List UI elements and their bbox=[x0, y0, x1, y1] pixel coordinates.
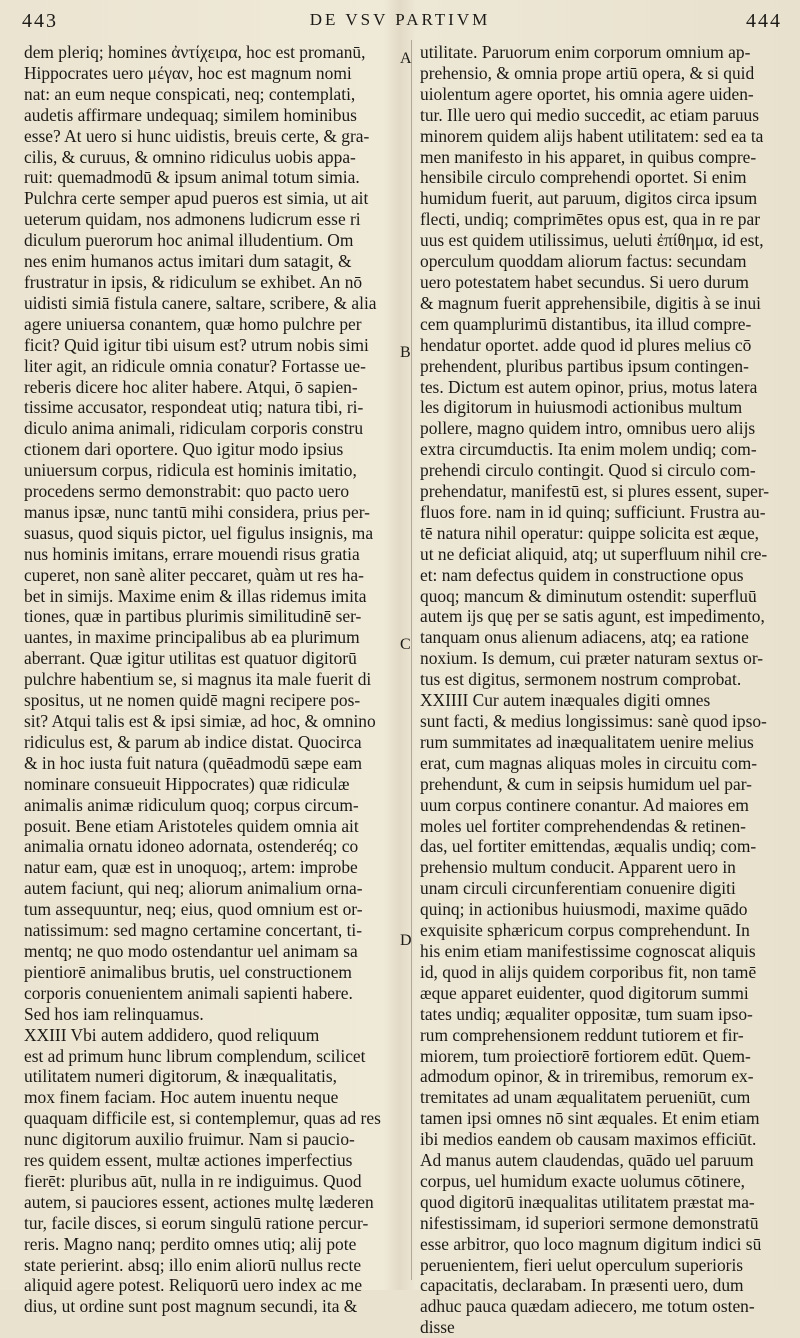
column-divider bbox=[411, 40, 412, 1280]
page-header bbox=[0, 6, 800, 40]
right-column-line: hendatur oportet. adde quod id plures melius cō bbox=[420, 334, 752, 355]
left-column-line: tissime accusator, respondeat utiq; natura tibi, ri- bbox=[24, 397, 364, 418]
left-column-line: autem, si pauciores essent, actiones multę læderen bbox=[24, 1191, 374, 1212]
left-column-line: est ad primum hunc librum complendum, scilicet bbox=[24, 1045, 366, 1066]
left-text-column bbox=[24, 42, 402, 1317]
left-column-line: ridiculus est, & parum ab indice distat. Quocirca bbox=[24, 731, 362, 752]
right-column-line: moles uel fortiter comprehendendas & retinen- bbox=[420, 815, 746, 836]
right-column-line: tus est digitus, sermonem nostrum comprobat. bbox=[420, 669, 742, 690]
right-column-line: tes. Dictum est autem opinor, prius, motus latera bbox=[420, 376, 758, 397]
left-column-line: Hippocrates uero μέγαν, hoc est magnum nomi bbox=[24, 62, 352, 83]
left-column-line: nominare consueuit Hippocrates) quæ ridiculæ bbox=[24, 773, 350, 794]
right-column-line: his enim etiam manifestissime cognoscat aliquis bbox=[420, 940, 756, 961]
running-title: DE VSV PARTIVM bbox=[309, 10, 491, 29]
right-column-line: tanquam onus alienum adiacens, atq; ea ratione bbox=[420, 627, 749, 648]
left-column-line: XXIII Vbi autem addidero, quod reliquum bbox=[24, 1024, 320, 1045]
right-column-line: uum corpus continere conantur. Ad maiores em bbox=[420, 794, 749, 815]
right-column-line: corpus, uel humidum exacte uolumus cōtinere, bbox=[420, 1170, 746, 1191]
right-column-line: Ad manus autem claudendas, quādo uel paruum bbox=[420, 1150, 754, 1171]
right-column-line: minorem quidem alijs habent utilitatem: sed ea ta bbox=[420, 125, 764, 146]
left-column-line: posuit. Bene etiam Aristoteles quidem omnia ait bbox=[24, 815, 359, 836]
left-column-line: natissimum: sed magno certamine concertant, ti- bbox=[24, 920, 363, 941]
right-column-line: quinq; in actionibus huiusmodi, maxime quādo bbox=[420, 899, 748, 920]
right-column-line: das, uel fortiter emittendas, æqualis undiq; com- bbox=[420, 836, 757, 857]
left-column-line: reberis dicere hoc aliter habere. Atqui, ō sapien- bbox=[24, 376, 358, 397]
left-column-line: diculum puerorum hoc animal illudentium. Om bbox=[24, 230, 354, 251]
right-column-line: noxium. Is demum, cui præter naturam sextus or- bbox=[420, 648, 764, 669]
left-column-line: mox finem faciam. Hoc autem inuentu neque bbox=[24, 1087, 339, 1108]
left-column-line: cilis, & curuus, & omnino ridiculus uobis appa- bbox=[24, 146, 356, 167]
margin-letter-c: C bbox=[400, 636, 411, 653]
right-column-line: exquisite sphæricum corpus comprehendunt. In bbox=[420, 920, 750, 941]
right-text-column bbox=[420, 42, 790, 1338]
right-column-line: tur. Ille uero qui medio succedit, ac etiam paruus bbox=[420, 104, 760, 125]
right-column-line: prehendunt, & cum in seipsis humidum uel par- bbox=[420, 773, 752, 794]
page-number-right: 444 bbox=[746, 10, 782, 32]
left-column-line: procedens sermo demonstrabit: quo pacto uero bbox=[24, 481, 350, 502]
left-column-line: nat: an eum neque conspicati, neq; contemplati, bbox=[24, 83, 356, 104]
left-column-line: state perierint. absq; illo enim aliorū nullus recte bbox=[24, 1254, 362, 1275]
right-column-line: nifestissimam, id superiori sermone demonstratū bbox=[420, 1212, 759, 1233]
right-column-line: uus est quidem utilissimus, ueluti ἐπίθημα, id est, bbox=[420, 230, 764, 251]
right-column-line: rum comprehensionem reddunt tutiorem et fir- bbox=[420, 1024, 744, 1045]
right-column-line: utilitate. Paruorum enim corporum omnium ap- bbox=[420, 42, 751, 62]
right-column-line: uiolentum agere oportet, his omnia agere uiden- bbox=[420, 83, 754, 104]
right-column-line: tates undiq; æqualiter oppositæ, tum suam ipso- bbox=[420, 1003, 753, 1024]
left-column-line: uniuersum corpus, ridicula est hominis imitatio, bbox=[24, 460, 357, 481]
left-column-line: liter agit, an ridicule omnia conatur? Fortasse ue- bbox=[24, 355, 366, 376]
right-column-line: operculum quoddam aliorum factus: secundam bbox=[420, 251, 747, 272]
right-column-line: prehensio, & omnia prope artiū opera, & si quid bbox=[420, 62, 755, 83]
left-column-line: tum assequuntur, neq; eius, quod omnium est or- bbox=[24, 899, 363, 920]
left-column-line: Pulchra certe semper apud pueros est simia, ut ait bbox=[24, 188, 369, 209]
right-column-line: fluos fore. nam in id quinq; sufficiunt. Frustra au- bbox=[420, 501, 766, 522]
left-column-line: dem pleriq; homines ἀντίχειρα, hoc est promanū, bbox=[24, 42, 366, 62]
right-column-line: pollere, magno quidem intro, omnibus uero alijs bbox=[420, 418, 756, 439]
right-column-line: cem quamplurimū distantibus, ita illud compre- bbox=[420, 313, 752, 334]
left-column-line: corporis conuenientem animali sapienti habere. bbox=[24, 982, 353, 1003]
right-column-line: peruenientem, fieri uelut operculum superioris bbox=[420, 1254, 744, 1275]
left-column-line: bet in simijs. Maxime enim & illas ridemus imita bbox=[24, 585, 367, 606]
left-column-line: Sed hos iam relinquamus. bbox=[24, 1003, 204, 1024]
right-column-line: prehendi circulo contingit. Quod si circulo com- bbox=[420, 460, 756, 481]
left-column-line: & in hoc iusta fuit natura (quēadmodū sæpe eam bbox=[24, 752, 363, 773]
left-column-line: diculo anima animali, ridiculam corporis constru bbox=[24, 418, 364, 439]
right-column-line: miorem, tum proiectiorē fortiorem edūt. Quem- bbox=[420, 1045, 751, 1066]
left-column-line: ruit: quemadmodū & ipsum animal totum simia. bbox=[24, 167, 360, 188]
right-column-line: XXIIII Cur autem inæquales digiti omnes bbox=[420, 690, 711, 711]
right-column-line: les digitorum in huiusmodi actionibus multum bbox=[420, 397, 743, 418]
right-column-line: admodum opinor, & in triremibus, remorum ex- bbox=[420, 1066, 754, 1087]
left-column-line: agere uniuersa conantem, quæ homo pulchre per bbox=[24, 313, 362, 334]
left-column-line: mentq; ne quo modo ostendantur uel animam sa bbox=[24, 940, 358, 961]
left-column-line: ueterum quidam, nos admonens ludicrum esse ri bbox=[24, 209, 361, 230]
right-column-line: erat, cum magnas aliquas moles in circuitu com- bbox=[420, 752, 758, 773]
left-column-line: fierēt: pluribus aūt, nulla in re indiguimus. Quod bbox=[24, 1170, 362, 1191]
right-column-line: uero potestatem habet secundus. Si uero durum bbox=[420, 271, 749, 292]
left-column-line: aberrant. Quæ igitur utilitas est quatuor digitorū bbox=[24, 648, 357, 669]
right-column-line: unam circuli circunferentiam conuenire digiti bbox=[420, 878, 736, 899]
left-column-line: utilitatem numeri digitorum, & inæqualitatis, bbox=[24, 1066, 337, 1087]
left-column-line: nus hominis imitans, errare mouendi risus gratia bbox=[24, 543, 360, 564]
left-column-line: esse? At uero si hunc uidistis, breuis certe, & gra- bbox=[24, 125, 370, 146]
right-column-line: men manifesto in his apparet, in quibus compre- bbox=[420, 146, 757, 167]
margin-letter-b: B bbox=[400, 344, 411, 361]
left-column-line: sit? Atqui talis est & ipsi simiæ, ad hoc, & omnino bbox=[24, 711, 376, 731]
right-column-line: tē natura nihil operatur: quippe solicita est æque, bbox=[420, 522, 760, 543]
right-column-line: æque apparet euidenter, quod digitorum summi bbox=[420, 982, 749, 1003]
right-column-line: extra circumductis. Ita enim molem undiq; com- bbox=[420, 439, 757, 460]
right-column-line: prehendatur, manifestū est, si plures essent, super- bbox=[420, 481, 770, 502]
right-column-line: adhuc pauca quædam adiecero, me totum osten- bbox=[420, 1296, 755, 1317]
left-column-line: autem faciunt, qui neq; aliorum animalium orna- bbox=[24, 878, 363, 899]
right-column-line: ibi medios eandem ob causam maximos efficiūt. bbox=[420, 1129, 757, 1150]
left-column-line: uantes, in maxime principalibus ab ea plurimum bbox=[24, 627, 360, 648]
left-column-line: audetis affirmare undequaq; similem hominibus bbox=[24, 104, 357, 125]
right-column-line: hensibile circulo comprehendi oportet. Si enim bbox=[420, 167, 747, 188]
left-column-line: natur eam, quæ est in unoquoq;, artem: improbe bbox=[24, 857, 358, 878]
right-column-line: tremitates ad unam æqualitatem perueniūt, cum bbox=[420, 1087, 751, 1108]
left-column-line: frustratur in ipsis, & ridiculum se exhibet. An nō bbox=[24, 271, 363, 292]
right-column-line: prehensio multum conducit. Apparent uero in bbox=[420, 857, 736, 878]
left-column-line: pulchre habentium se, si magnus ita male fuerit di bbox=[24, 669, 372, 690]
right-column-line: disse bbox=[420, 1317, 455, 1338]
right-column-line: tamen ipsi omnes nō sint æquales. Et enim etiam bbox=[420, 1108, 760, 1129]
left-column-line: nunc digitorum auxilio fruimur. Nam si paucio- bbox=[24, 1129, 355, 1150]
left-column-line: dius, ut ordine sunt post magnum secundi, ita & bbox=[24, 1296, 358, 1317]
left-column-line: tiones, quæ in partibus plurimis similitudinē ser- bbox=[24, 606, 362, 627]
right-column-line: prehendent, pluribus partibus ipsum contingen- bbox=[420, 355, 749, 376]
left-column-line: ficit? Quid igitur tibi uisum est? utrum nobis simi bbox=[24, 334, 369, 355]
right-column-line: capacitatis, declarabam. In præsenti uero, dum bbox=[420, 1275, 744, 1296]
right-column-line: rum summitates ad inæqualitatem uenire melius bbox=[420, 731, 754, 752]
right-column-line: quod digitorū inæqualitas utilitatem præstat ma- bbox=[420, 1191, 755, 1212]
left-column-line: cuperet, non sanè aliter peccaret, quàm ut res ha- bbox=[24, 564, 364, 585]
right-column-line: humidum fuerit, aut paruum, digitos circa ipsum bbox=[420, 188, 758, 209]
left-column-line: res quidem essent, multæ actiones imperfectius bbox=[24, 1150, 353, 1171]
right-column-line: esse arbitror, quo loco magnum digitum indici sū bbox=[420, 1233, 762, 1254]
page-number-left: 443 bbox=[22, 10, 58, 32]
left-column-line: animalia ornatu idoneo adornata, ostenderéq; co bbox=[24, 836, 359, 857]
left-column-line: nes enim humanos actus imitari dum satagit, & bbox=[24, 251, 352, 272]
right-column-line: autem ijs quę per se satis agunt, est impedimento, bbox=[420, 606, 765, 627]
left-column-line: pientiorē animalibus brutis, uel constructionem bbox=[24, 961, 352, 982]
left-column-line: aliquid agere potest. Reliquorū uero index ac me bbox=[24, 1275, 363, 1296]
left-column-line: spositus, ut ne nomen quidē magni recipere pos- bbox=[24, 690, 361, 711]
right-column-line: flecti, undiq; comprimētes opus est, qua in re par bbox=[420, 209, 760, 230]
left-column-line: manus ipsæ, nunc tantū mihi considera, prius per- bbox=[24, 501, 370, 522]
right-column-line: & magnum fuerit apprehensibile, digitis à se inui bbox=[420, 292, 761, 313]
left-column-line: quaquam difficile est, si contemplemur, quas ad res bbox=[24, 1108, 381, 1129]
left-column-line: reris. Magno nanq; perdito omnes utiq; alij pote bbox=[24, 1233, 357, 1254]
right-column-line: sunt facti, & medius longissimus: sanè quod ipso- bbox=[420, 711, 767, 731]
left-column-line: suasus, quod siquis pictor, uel figulus insignis, ma bbox=[24, 522, 374, 543]
right-column-line: id, quod in alijs quidem corporibus fit, non tamē bbox=[420, 961, 757, 982]
right-column-line: quoq; mancum & diminutum ostendit: superfluū bbox=[420, 585, 757, 606]
left-column-line: animalis animæ ridiculum quoq; corpus circum- bbox=[24, 794, 359, 815]
left-column-line: ctionem dari oportere. Quo igitur modo ipsius bbox=[24, 439, 344, 460]
margin-letter-a: A bbox=[400, 50, 412, 67]
right-column-line: et: nam defectus quidem in constructione opus bbox=[420, 564, 744, 585]
margin-letter-d: D bbox=[400, 932, 412, 949]
left-column-line: tur, facile disces, si eorum singulū ratione percur- bbox=[24, 1212, 369, 1233]
left-column-line: uidisti simiā fistula canere, saltare, scribere, & alia bbox=[24, 292, 377, 313]
right-column-line: ut ne deficiat aliquid, atq; ut superfluum nihil cre- bbox=[420, 543, 768, 564]
